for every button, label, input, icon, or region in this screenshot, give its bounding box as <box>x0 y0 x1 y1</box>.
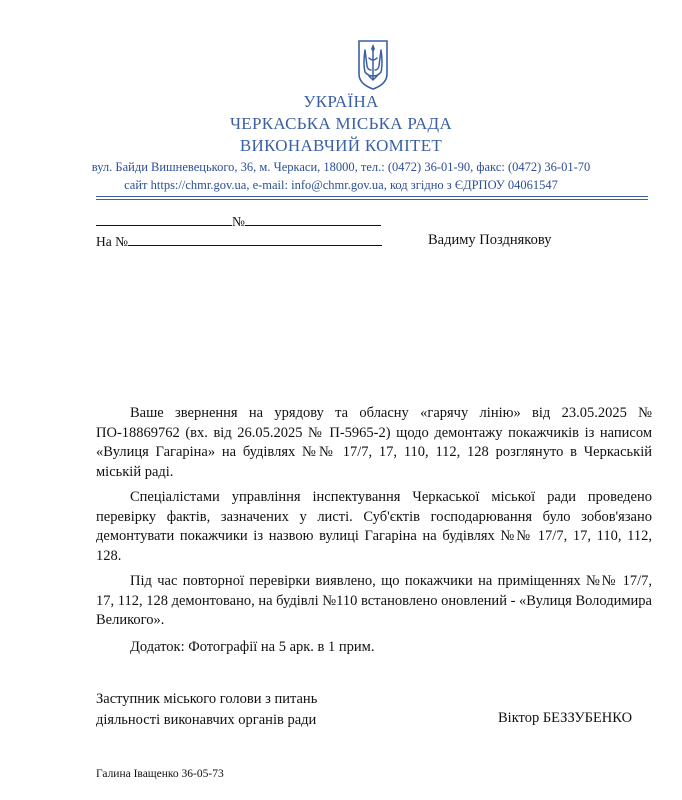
body-paragraph-3: Під час повторної перевірки виявлено, що покажчики на приміщеннях №№ 17/7, 17, 112, 128 демонтовано, на будівлі №110 встановлено оновлений - «Вулиця Володимира Великого». <box>96 573 652 628</box>
executor-contact: Галина Іващенко 36-05-73 <box>96 768 224 780</box>
letterhead-country: УКРАЇНА <box>303 92 379 111</box>
number-sign: № <box>232 214 245 229</box>
signatory-name: Віктор БЕЗЗУБЕНКО <box>498 710 633 726</box>
letterhead-divider <box>96 196 648 197</box>
letterhead-address: вул. Байди Вишневецького, 36, м. Черкаси, 18000, тел.: (0472) 36-01-90, факс: (0472) 36-01-70 <box>91 160 591 174</box>
reply-to-line <box>96 232 382 250</box>
recipient-name: Вадиму Позднякову <box>428 232 552 248</box>
reply-to-blank <box>128 232 382 246</box>
reply-to-label: На № <box>96 234 128 249</box>
signatory-title-line-2: діяльності виконавчих органів ради <box>96 712 317 728</box>
body-paragraph-1: Ваше звернення на урядову та обласну «гарячу лінію» від 23.05.2025 № ПО-18869762 (вх. від 26.05.2025 № П-5965-2) щодо демонтажу покажчиків із написом «Вулиця Гагаріна» на будівлях №№ 17/7, 17, 110, 112, 128 розглянуто в Черкаській міській раді. <box>96 405 652 480</box>
attachment-note: Додаток: Фотографії на 5 арк. в 1 прим. <box>130 639 375 655</box>
letterhead-contacts: сайт https://chmr.gov.ua, e-mail: info@chmr.gov.ua, код згідно з ЄДРПОУ 04061547 <box>124 178 558 192</box>
letterhead-committee: ВИКОНАВЧИЙ КОМІТЕТ <box>239 136 443 155</box>
coat-of-arms-icon <box>357 40 389 90</box>
signatory-title-line-1: Заступник міського голови з питань <box>96 691 318 707</box>
body-paragraph-2: Спеціалістами управління інспектування Черкаської міської ради проведено перевірку фактів, зазначених у листі. Суб'єктів господарювання було зобов'язано демонтувати покажчики із назвою вулиці Гагаріна на будівлях №№ 17/7, 17, 110, 112, 128. <box>96 489 652 564</box>
outgoing-registration-line <box>96 212 381 230</box>
letterhead-council: ЧЕРКАСЬКА МІСЬКА РАДА <box>229 114 453 133</box>
date-blank <box>96 212 232 226</box>
letterhead-divider-second <box>96 199 648 200</box>
signatory-title <box>96 689 317 731</box>
number-blank <box>245 212 381 226</box>
letter-body <box>96 404 652 637</box>
